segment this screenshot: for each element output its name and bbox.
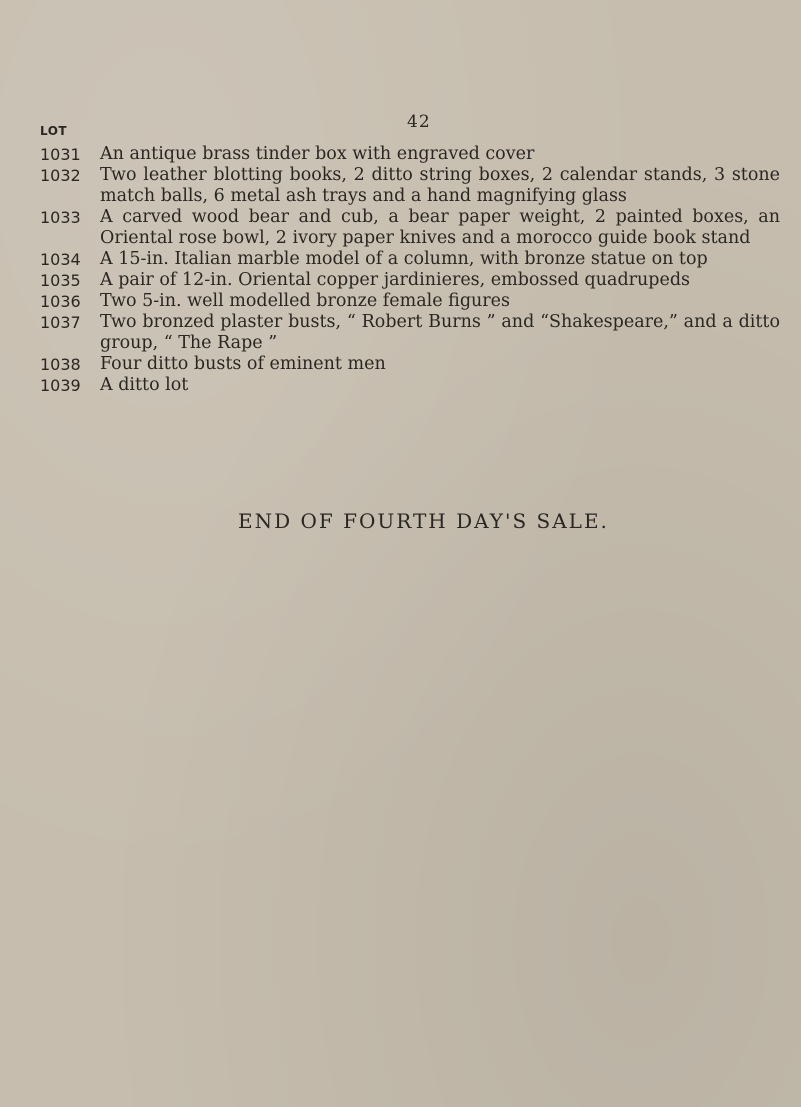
lot-number: 1032 (40, 166, 81, 185)
lot-entry (40, 375, 780, 396)
lot-entry (40, 291, 780, 312)
lot-description: Two bronzed plaster busts, “ Robert Burns ” and “Shakespeare,” and a ditto group, “ The Rape ” (100, 312, 780, 353)
lot-entry (40, 354, 780, 375)
lot-number: 1033 (40, 208, 81, 227)
lot-description: A 15-in. Italian marble model of a column, with bronze statue on top (100, 249, 708, 269)
lot-description: Four ditto busts of eminent men (100, 354, 386, 374)
lot-entry (40, 270, 780, 291)
lot-number: 1037 (40, 313, 81, 332)
lot-entry (40, 312, 780, 354)
lot-description: Two leather blotting books, 2 ditto string boxes, 2 calendar stands, 3 stone match balls, 6 metal ash trays and a hand magnifying glass (100, 165, 780, 206)
lot-list (40, 144, 780, 396)
lot-number: 1031 (40, 145, 81, 164)
lot-description: An antique brass tinder box with engraved cover (100, 144, 535, 164)
lot-column-header: LOT (40, 124, 68, 138)
lot-number: 1034 (40, 250, 81, 269)
end-of-sale-note: END OF FOURTH DAY'S SALE. (238, 509, 609, 533)
lot-description: A carved wood bear and cub, a bear paper weight, 2 painted boxes, an Oriental rose bowl, 2 ivory paper knives and a morocco guide book stand (100, 207, 780, 248)
lot-number: 1035 (40, 271, 81, 290)
lot-entry (40, 144, 780, 165)
lot-description: Two 5-in. well modelled bronze female figures (100, 291, 511, 311)
lot-description: A pair of 12-in. Oriental copper jardinieres, embossed quadrupeds (100, 270, 691, 290)
lot-entry (40, 207, 780, 249)
lot-entry (40, 249, 780, 270)
lot-entry (40, 165, 780, 207)
lot-number: 1038 (40, 355, 81, 374)
lot-number: 1036 (40, 292, 81, 311)
page-number: 42 (407, 112, 431, 132)
lot-number: 1039 (40, 376, 81, 395)
lot-description: A ditto lot (100, 375, 189, 395)
